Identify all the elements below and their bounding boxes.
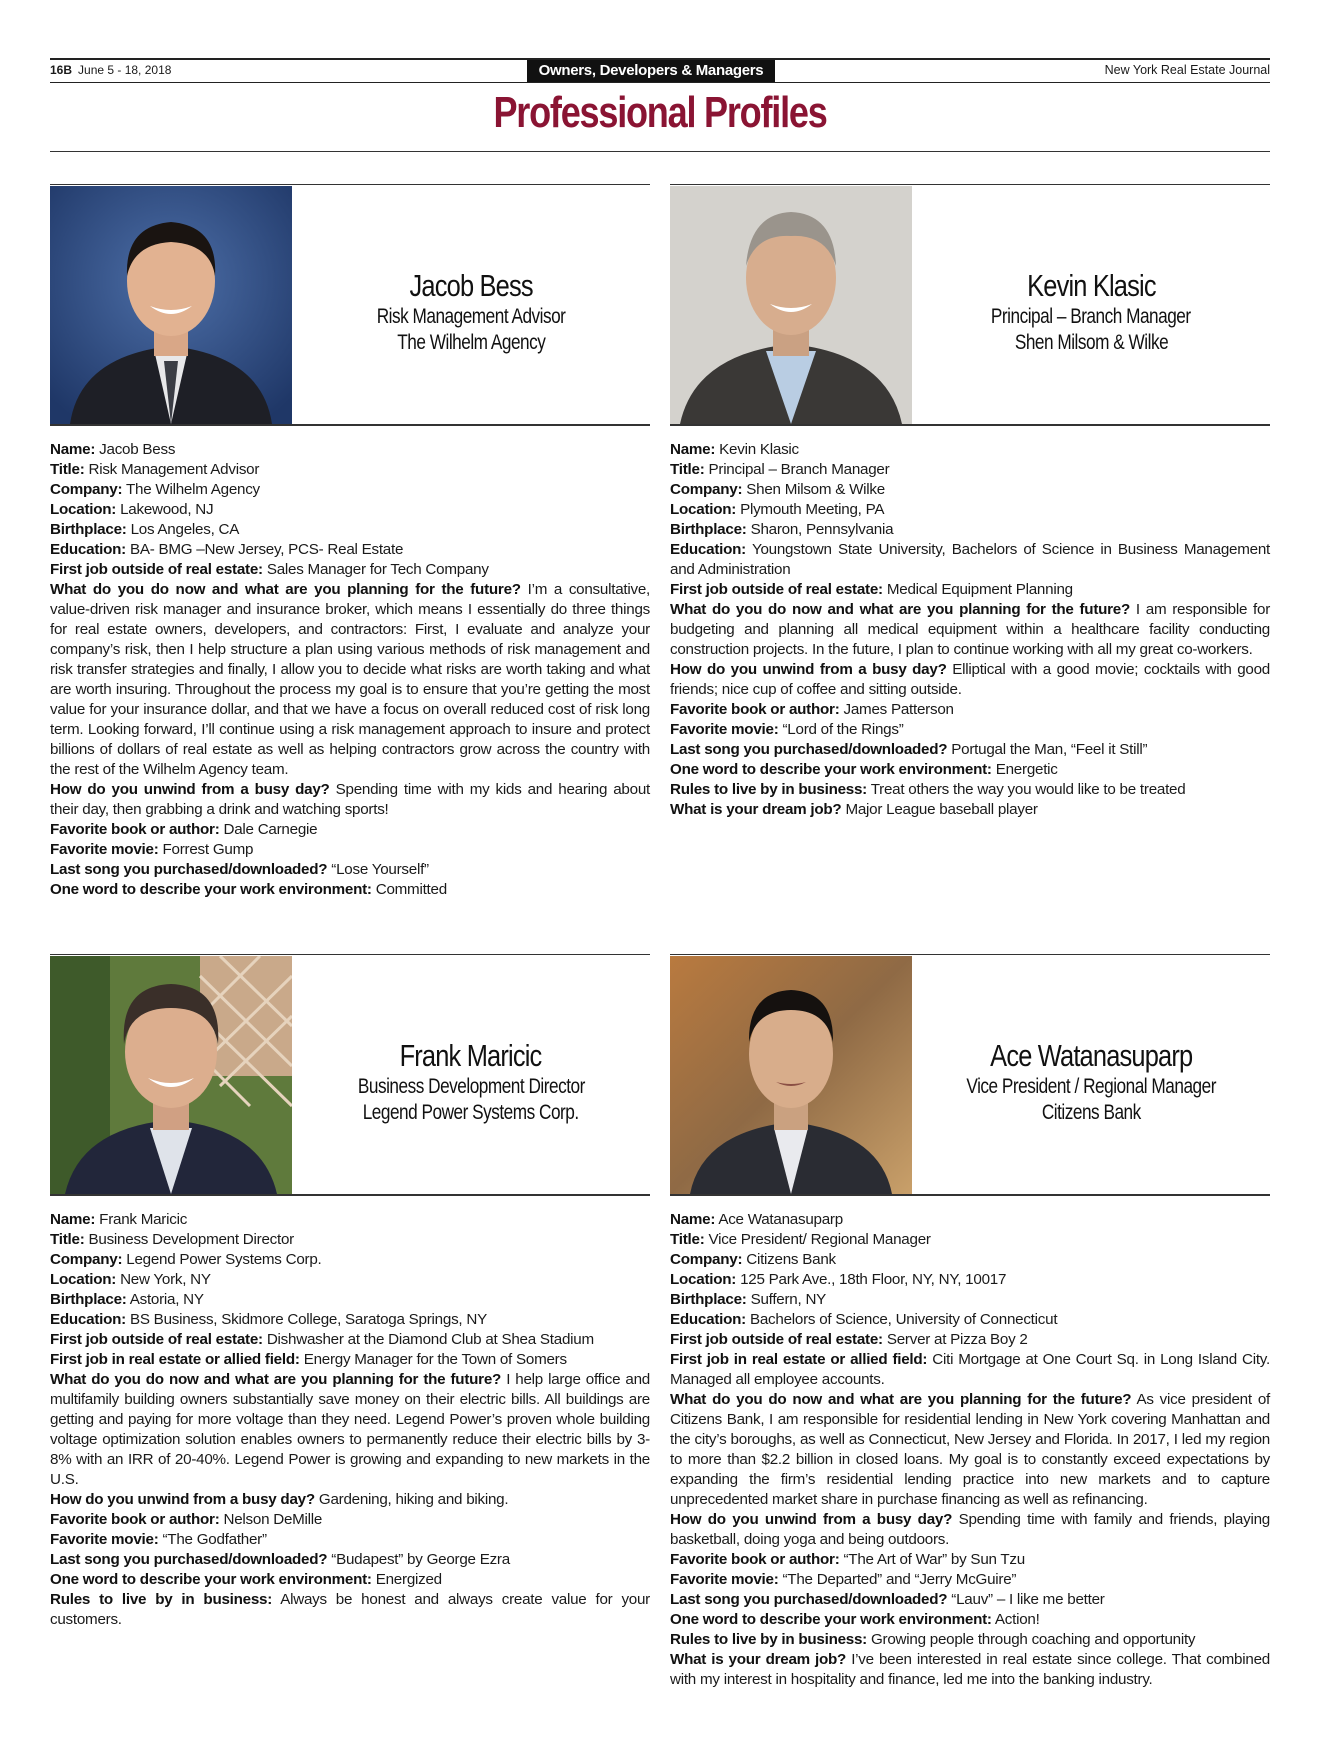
qa-item bbox=[50, 540, 650, 560]
qa-item bbox=[670, 1610, 1270, 1630]
qa-value: Los Angeles, CA bbox=[130, 521, 240, 538]
qa-label: Education: bbox=[670, 541, 746, 558]
qa-label: First job in real estate or allied field: bbox=[670, 1351, 928, 1368]
qa-value: Energized bbox=[375, 1571, 442, 1588]
qa-label: Title: bbox=[50, 1231, 85, 1248]
qa-item bbox=[670, 1210, 1270, 1230]
qa-value: Dale Carnegie bbox=[223, 821, 318, 838]
qa-value: Major League baseball player bbox=[845, 801, 1038, 818]
qa-label: Location: bbox=[50, 501, 117, 518]
profile-title: Vice President / Regional Manager bbox=[966, 1075, 1216, 1098]
qa-label: Favorite book or author: bbox=[670, 701, 840, 718]
qa-value: Kevin Klasic bbox=[719, 441, 799, 458]
qa-value: “Lord of the Rings” bbox=[782, 721, 904, 738]
qa-item bbox=[670, 700, 1270, 720]
qa-label: Name: bbox=[670, 441, 716, 458]
qa-item bbox=[670, 520, 1270, 540]
qa-value: Youngstown State University, Bachelors of Science in Business Management and Administration bbox=[670, 541, 1270, 578]
qa-label: One word to describe your work environment: bbox=[50, 1571, 372, 1588]
headshot-photo bbox=[50, 956, 292, 1194]
qa-item bbox=[50, 580, 650, 780]
qa-label: One word to describe your work environment: bbox=[670, 761, 992, 778]
qa-value: Jacob Bess bbox=[99, 441, 176, 458]
qa-item bbox=[670, 1630, 1270, 1650]
qa-label: Last song you purchased/downloaded? bbox=[50, 1551, 328, 1568]
header-bottom-rule bbox=[50, 82, 1270, 83]
qa-label: First job outside of real estate: bbox=[50, 561, 263, 578]
qa-item bbox=[670, 500, 1270, 520]
qa-value: Spending time with my kids and hearing about their day, then grabbing a drink and watching sports! bbox=[50, 781, 650, 818]
qa-label: Location: bbox=[50, 1271, 117, 1288]
qa-label: What is your dream job? bbox=[670, 1651, 847, 1668]
qa-value: I am responsible for budgeting and planning all medical equipment within a healthcare facility conducting construction projects. In the future, I plan to continue working with all my great co-workers. bbox=[670, 601, 1270, 658]
qa-label: Last song you purchased/downloaded? bbox=[670, 741, 948, 758]
banner-bottom-rule bbox=[50, 424, 650, 426]
qa-item bbox=[670, 480, 1270, 500]
qa-item bbox=[50, 880, 650, 900]
qa-item bbox=[670, 580, 1270, 600]
qa-value: I help large office and multifamily building owners substantially save money on their electric bills. All buildings are getting and paying for more voltage than they need. Legend Power’s proven whole building voltage optimization solution enables owners to permanently reduce their electric bills by 3-8% with an IRR of 20-40%. Legend Power is growing and expanding to new markets in the U.S. bbox=[50, 1371, 650, 1488]
profile-frank-maricic bbox=[50, 954, 650, 1630]
qa-value: Action! bbox=[994, 1611, 1040, 1628]
qa-label: Favorite movie: bbox=[670, 1571, 779, 1588]
qa-value: Dishwasher at the Diamond Club at Shea Stadium bbox=[266, 1331, 594, 1348]
qa-item bbox=[50, 440, 650, 460]
qa-value: Principal – Branch Manager bbox=[708, 461, 890, 478]
qa-label: Favorite movie: bbox=[670, 721, 779, 738]
qa-item bbox=[670, 460, 1270, 480]
qa-item bbox=[50, 460, 650, 480]
qa-label: Favorite movie: bbox=[50, 841, 159, 858]
qa-label: Name: bbox=[670, 1211, 716, 1228]
qa-label: Favorite book or author: bbox=[50, 821, 220, 838]
qa-label: What do you do now and what are you planning for the future? bbox=[670, 1391, 1132, 1408]
profile-title: Business Development Director bbox=[357, 1075, 585, 1098]
qa-label: What do you do now and what are you planning for the future? bbox=[670, 601, 1131, 618]
qa-item bbox=[50, 1310, 650, 1330]
qa-label: First job in real estate or allied field: bbox=[50, 1351, 300, 1368]
qa-value: Frank Maricic bbox=[99, 1211, 188, 1228]
qa-item bbox=[50, 820, 650, 840]
profile-name: Frank Maricic bbox=[400, 1038, 542, 1073]
qa-label: Birthplace: bbox=[670, 1291, 747, 1308]
qa-value: BS Business, Skidmore College, Saratoga Springs, NY bbox=[129, 1311, 487, 1328]
banner-bottom-rule bbox=[50, 1194, 650, 1196]
profile-banner bbox=[50, 954, 650, 1196]
qa-item bbox=[670, 1330, 1270, 1350]
qa-value: Legend Power Systems Corp. bbox=[126, 1251, 322, 1268]
qa-item bbox=[50, 1570, 650, 1590]
qa-label: Birthplace: bbox=[50, 521, 127, 538]
headshot-photo bbox=[670, 956, 912, 1194]
qa-label: Name: bbox=[50, 1211, 96, 1228]
qa-value: “The Godfather” bbox=[162, 1531, 267, 1548]
qa-label: How do you unwind from a busy day? bbox=[670, 661, 947, 678]
name-block bbox=[292, 954, 650, 1196]
qa-label: Rules to live by in business: bbox=[50, 1591, 273, 1608]
qa-item bbox=[50, 1590, 650, 1630]
qa-value: Portugal the Man, “Feel it Still” bbox=[951, 741, 1148, 758]
qa-item bbox=[50, 1490, 650, 1510]
qa-value: Forrest Gump bbox=[162, 841, 254, 858]
qa-label: Last song you purchased/downloaded? bbox=[670, 1591, 948, 1608]
qa-value: Ace Watanasuparp bbox=[718, 1211, 843, 1228]
qa-value: Energy Manager for the Town of Somers bbox=[303, 1351, 567, 1368]
qa-value: New York, NY bbox=[120, 1271, 211, 1288]
qa-item bbox=[50, 1210, 650, 1230]
profile-name: Ace Watanasuparp bbox=[989, 1038, 1193, 1073]
qa-value: Medical Equipment Planning bbox=[886, 581, 1073, 598]
profile-qa bbox=[670, 440, 1270, 820]
qa-label: Location: bbox=[670, 1271, 737, 1288]
section-tag: Owners, Developers & Managers bbox=[527, 60, 775, 82]
qa-label: Company: bbox=[670, 1251, 743, 1268]
qa-label: Education: bbox=[50, 541, 126, 558]
qa-value: Shen Milsom & Wilke bbox=[746, 481, 885, 498]
qa-item bbox=[670, 1390, 1270, 1510]
qa-label: Company: bbox=[670, 481, 743, 498]
qa-item bbox=[50, 1530, 650, 1550]
qa-item bbox=[50, 780, 650, 820]
profile-title: Principal – Branch Manager bbox=[991, 305, 1191, 328]
profile-name: Jacob Bess bbox=[409, 268, 533, 303]
banner-bottom-rule bbox=[670, 1194, 1270, 1196]
qa-value: Vice President/ Regional Manager bbox=[708, 1231, 931, 1248]
qa-value: Energetic bbox=[995, 761, 1058, 778]
qa-item bbox=[670, 1350, 1270, 1390]
qa-label: First job outside of real estate: bbox=[670, 581, 883, 598]
qa-value: Always be honest and always create value for your customers. bbox=[50, 1591, 650, 1628]
profile-company: The Wilhelm Agency bbox=[396, 331, 546, 354]
profile-kevin-klasic bbox=[670, 184, 1270, 820]
qa-label: Favorite movie: bbox=[50, 1531, 159, 1548]
qa-item bbox=[670, 1510, 1270, 1550]
profile-company: Citizens Bank bbox=[1041, 1101, 1141, 1124]
qa-item bbox=[50, 560, 650, 580]
title-rule bbox=[50, 151, 1270, 152]
qa-item bbox=[670, 660, 1270, 700]
profile-banner bbox=[50, 184, 650, 426]
qa-value: Risk Management Advisor bbox=[88, 461, 260, 478]
qa-label: Name: bbox=[50, 441, 96, 458]
qa-value: “Lauv” – I like me better bbox=[951, 1591, 1105, 1608]
qa-value: The Wilhelm Agency bbox=[125, 481, 260, 498]
qa-item bbox=[670, 1270, 1270, 1290]
qa-label: Location: bbox=[670, 501, 737, 518]
qa-label: Rules to live by in business: bbox=[670, 781, 867, 798]
qa-label: Title: bbox=[670, 1231, 705, 1248]
qa-item bbox=[50, 1270, 650, 1290]
qa-label: One word to describe your work environment: bbox=[50, 881, 372, 898]
qa-item bbox=[670, 760, 1270, 780]
profile-name: Kevin Klasic bbox=[1026, 268, 1156, 303]
headshot-photo bbox=[50, 186, 292, 424]
qa-label: Title: bbox=[50, 461, 85, 478]
qa-label: How do you unwind from a busy day? bbox=[670, 1511, 953, 1528]
headshot-photo bbox=[670, 186, 912, 424]
qa-item bbox=[670, 1650, 1270, 1690]
qa-label: First job outside of real estate: bbox=[50, 1331, 263, 1348]
qa-value: I’m a consultative, value-driven risk manager and insurance broker, which means I essentially do three things for real estate owners, developers, and contractors: First, I evaluate and analyze your company’s risk, then I help structure a plan using various methods of risk management and risk transfer strategies and finally, I allow you to decide what risks are worth taking and what are worth insuring. Throughout the process my goal is to ensure that you’re getting the most value for your insurance dollar, and that we have a focus on overall reduced cost of risk long term. Looking forward, I’ll continue using a risk management approach to insure and protect billions of dollars of real estate as well as helping contractors grow across the country with the rest of the Wilhelm Agency team. bbox=[50, 581, 650, 778]
qa-label: Birthplace: bbox=[670, 521, 747, 538]
qa-label: Favorite book or author: bbox=[50, 1511, 220, 1528]
qa-item bbox=[50, 480, 650, 500]
qa-label: What do you do now and what are you planning for the future? bbox=[50, 1371, 502, 1388]
qa-label: How do you unwind from a busy day? bbox=[50, 1491, 315, 1508]
qa-label: One word to describe your work environment: bbox=[670, 1611, 992, 1628]
qa-item bbox=[670, 780, 1270, 800]
qa-value: Server at Pizza Boy 2 bbox=[886, 1331, 1028, 1348]
profile-banner bbox=[670, 954, 1270, 1196]
name-block bbox=[292, 184, 650, 426]
qa-item bbox=[50, 860, 650, 880]
qa-item bbox=[670, 1590, 1270, 1610]
qa-item bbox=[670, 800, 1270, 820]
qa-value: Nelson DeMille bbox=[223, 1511, 323, 1528]
qa-item bbox=[50, 840, 650, 860]
qa-value: “The Departed” and “Jerry McGuire” bbox=[782, 1571, 1017, 1588]
banner-bottom-rule bbox=[670, 424, 1270, 426]
name-block bbox=[912, 954, 1270, 1196]
qa-value: Elliptical with a good movie; cocktails with good friends; nice cup of coffee and sitting outside. bbox=[670, 661, 1270, 698]
page-number: 16B bbox=[50, 63, 73, 77]
qa-item bbox=[670, 1570, 1270, 1590]
qa-item bbox=[50, 520, 650, 540]
qa-value: “Lose Yourself” bbox=[331, 861, 429, 878]
qa-item bbox=[50, 1230, 650, 1250]
profile-ace-watanasuparp bbox=[670, 954, 1270, 1690]
qa-value: Growing people through coaching and opportunity bbox=[870, 1631, 1196, 1648]
qa-label: Rules to live by in business: bbox=[670, 1631, 867, 1648]
publication-name: New York Real Estate Journal bbox=[1104, 63, 1270, 77]
qa-label: What do you do now and what are you planning for the future? bbox=[50, 581, 521, 598]
qa-label: Company: bbox=[50, 1251, 123, 1268]
qa-label: Birthplace: bbox=[50, 1291, 127, 1308]
qa-item bbox=[670, 1310, 1270, 1330]
qa-item bbox=[670, 740, 1270, 760]
qa-item bbox=[50, 500, 650, 520]
qa-value: Gardening, hiking and biking. bbox=[318, 1491, 509, 1508]
qa-label: What is your dream job? bbox=[670, 801, 842, 818]
qa-item bbox=[50, 1330, 650, 1350]
issue-date: June 5 - 18, 2018 bbox=[78, 63, 172, 77]
page-title: Professional Profiles bbox=[493, 88, 827, 137]
qa-item bbox=[670, 1290, 1270, 1310]
qa-label: Favorite book or author: bbox=[670, 1551, 840, 1568]
qa-value: Spending time with family and friends, playing basketball, doing yoga and being outdoors. bbox=[670, 1511, 1270, 1548]
qa-label: Last song you purchased/downloaded? bbox=[50, 861, 328, 878]
profile-qa bbox=[50, 1210, 650, 1630]
qa-label: Education: bbox=[50, 1311, 126, 1328]
qa-value: Lakewood, NJ bbox=[120, 501, 214, 518]
profile-qa bbox=[670, 1210, 1270, 1690]
qa-label: First job outside of real estate: bbox=[670, 1331, 883, 1348]
profile-company: Legend Power Systems Corp. bbox=[363, 1101, 579, 1124]
profile-banner bbox=[670, 184, 1270, 426]
qa-value: “The Art of War” by Sun Tzu bbox=[843, 1551, 1025, 1568]
qa-value: BA- BMG –New Jersey, PCS- Real Estate bbox=[129, 541, 404, 558]
qa-value: Citizens Bank bbox=[746, 1251, 836, 1268]
qa-item bbox=[670, 600, 1270, 660]
qa-label: Education: bbox=[670, 1311, 746, 1328]
qa-item bbox=[670, 720, 1270, 740]
profile-company: Shen Milsom & Wilke bbox=[1014, 331, 1168, 354]
profile-qa bbox=[50, 440, 650, 900]
qa-item bbox=[50, 1350, 650, 1370]
qa-value: Sharon, Pennsylvania bbox=[750, 521, 894, 538]
qa-value: Committed bbox=[375, 881, 447, 898]
qa-label: Company: bbox=[50, 481, 123, 498]
qa-value: Astoria, NY bbox=[129, 1291, 204, 1308]
qa-item bbox=[670, 1230, 1270, 1250]
qa-value: Suffern, NY bbox=[750, 1291, 827, 1308]
qa-label: How do you unwind from a busy day? bbox=[50, 781, 330, 798]
qa-value: James Patterson bbox=[843, 701, 954, 718]
qa-item bbox=[50, 1510, 650, 1530]
qa-item bbox=[670, 1250, 1270, 1270]
qa-value: Plymouth Meeting, PA bbox=[740, 501, 885, 518]
folio bbox=[50, 63, 171, 77]
profile-title: Risk Management Advisor bbox=[376, 305, 566, 328]
qa-value: As vice president of Citizens Bank, I am responsible for residential lending in New York covering Manhattan and the city’s boroughs, as well as Connecticut, New Jersey and Florida. In 2017, I led my region to more than $2.2 billion in closed loans. My goal is to constantly exceed expectations by expanding the firm’s residential lending practice into new markets and to capture unprecedented market share in purchase financing as well as refinancing. bbox=[670, 1391, 1270, 1508]
qa-value: Treat others the way you would like to be treated bbox=[870, 781, 1186, 798]
qa-item bbox=[50, 1370, 650, 1490]
qa-value: I’ve been interested in real estate since college. That combined with my interest in hospitality and finance, led me into the banking industry. bbox=[670, 1651, 1270, 1688]
qa-item bbox=[670, 540, 1270, 580]
qa-value: Citi Mortgage at One Court Sq. in Long Island City. Managed all employee accounts. bbox=[670, 1351, 1270, 1388]
qa-value: 125 Park Ave., 18th Floor, NY, NY, 10017 bbox=[740, 1271, 1007, 1288]
qa-item bbox=[50, 1290, 650, 1310]
qa-item bbox=[670, 440, 1270, 460]
qa-value: “Budapest” by George Ezra bbox=[331, 1551, 510, 1568]
qa-item bbox=[50, 1250, 650, 1270]
qa-value: Bachelors of Science, University of Connecticut bbox=[749, 1311, 1058, 1328]
qa-value: Sales Manager for Tech Company bbox=[266, 561, 489, 578]
qa-value: Business Development Director bbox=[88, 1231, 294, 1248]
qa-item bbox=[670, 1550, 1270, 1570]
qa-label: Title: bbox=[670, 461, 705, 478]
profile-jacob-bess bbox=[50, 184, 650, 900]
name-block bbox=[912, 184, 1270, 426]
qa-item bbox=[50, 1550, 650, 1570]
